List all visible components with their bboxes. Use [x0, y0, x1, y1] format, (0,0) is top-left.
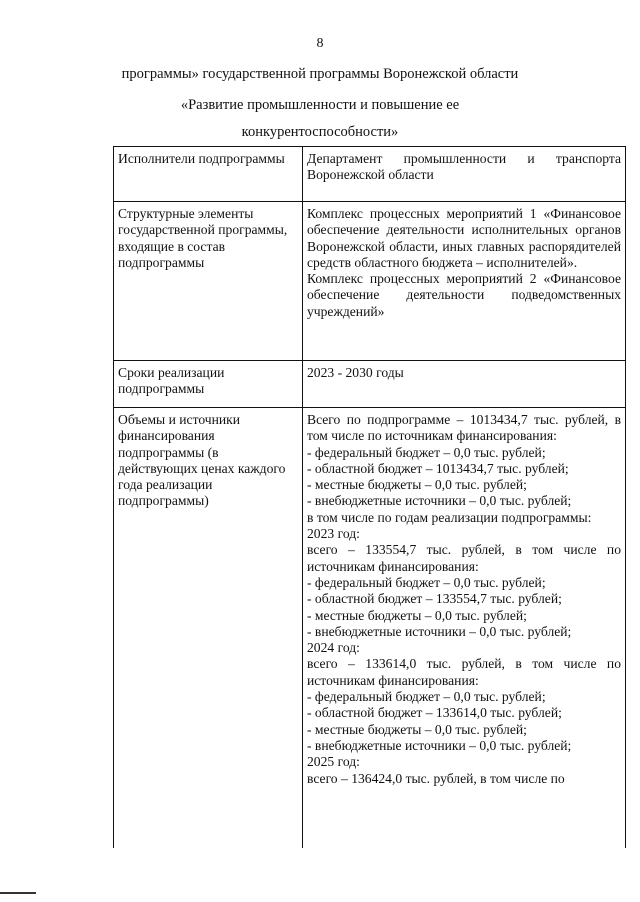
- financing-line: - внебюджетные источники – 0,0 тыс. рублей;: [307, 493, 572, 509]
- table-row-financing: [114, 408, 626, 849]
- footer-mark: [0, 892, 36, 894]
- heading-line-2: «Развитие промышленности и повышение ее: [180, 97, 460, 113]
- financing-line: - внебюджетные источники – 0,0 тыс. рублей;: [307, 623, 572, 639]
- financing-line: - местные бюджеты – 0,0 тыс. рублей;: [307, 477, 527, 493]
- financing-line: 2024 год:: [307, 640, 360, 656]
- financing-line: всего – 136424,0 тыс. рублей, в том числе по: [307, 770, 565, 786]
- table-row-executors: [114, 147, 626, 202]
- financing-line: 2023 год:: [307, 526, 360, 542]
- table-row-term: [114, 361, 626, 408]
- executors-label: Исполнители подпрограммы: [114, 147, 303, 202]
- subprogram-passport-table: [113, 146, 626, 848]
- financing-value: [303, 408, 626, 849]
- financing-line: Всего по подпрограмме – 1013434,7 тыс. рублей, в том числе по источникам финансирования:: [307, 412, 621, 444]
- term-label: Сроки реализации подпрограммы: [114, 361, 303, 408]
- financing-line: 2025 год:: [307, 754, 360, 770]
- financing-line: - областной бюджет – 133554,7 тыс. рублей;: [307, 591, 562, 607]
- financing-line: всего – 133554,7 тыс. рублей, в том числе по источникам финансирования:: [307, 542, 621, 574]
- executors-value: Департамент промышленности и транспорта Воронежской области: [303, 147, 626, 202]
- financing-label: Объемы и источники финансирования подпрограммы (в действующих ценах каждого года реализации подпрограммы): [114, 408, 303, 849]
- table-row-structure: [114, 202, 626, 361]
- financing-line: в том числе по годам реализации подпрограммы:: [307, 509, 592, 525]
- structure-item-2: Комплекс процессных мероприятий 2 «Финансовое обеспечение деятельности подведомственных учреждений»: [307, 271, 621, 319]
- financing-line: - областной бюджет – 133614,0 тыс. рублей;: [307, 705, 562, 721]
- structure-label: Структурные элементы государственной программы, входящие в состав подпрограммы: [114, 202, 303, 361]
- financing-line: - местные бюджеты – 0,0 тыс. рублей;: [307, 607, 527, 623]
- heading-line-3: конкурентоспособности»: [241, 124, 399, 140]
- heading-line-1: программы» государственной программы Воронежской области: [121, 66, 519, 82]
- structure-value: [303, 202, 626, 361]
- financing-line: всего – 133614,0 тыс. рублей, в том числе по источникам финансирования:: [307, 656, 621, 688]
- page-number: 8: [316, 36, 324, 51]
- term-value: 2023 - 2030 годы: [303, 361, 626, 408]
- financing-line: - федеральный бюджет – 0,0 тыс. рублей;: [307, 444, 546, 460]
- structure-item-1: Комплекс процессных мероприятий 1 «Финансовое обеспечение деятельности исполнительных органов Воронежской области, иных главных распорядителей средств областного бюджета – исполнителей».: [307, 206, 621, 270]
- financing-line: - внебюджетные источники – 0,0 тыс. рублей;: [307, 737, 572, 753]
- financing-line: - федеральный бюджет – 0,0 тыс. рублей;: [307, 574, 546, 590]
- financing-line: - местные бюджеты – 0,0 тыс. рублей;: [307, 721, 527, 737]
- financing-line: - областной бюджет – 1013434,7 тыс. рублей;: [307, 460, 569, 476]
- financing-line: - федеральный бюджет – 0,0 тыс. рублей;: [307, 689, 546, 705]
